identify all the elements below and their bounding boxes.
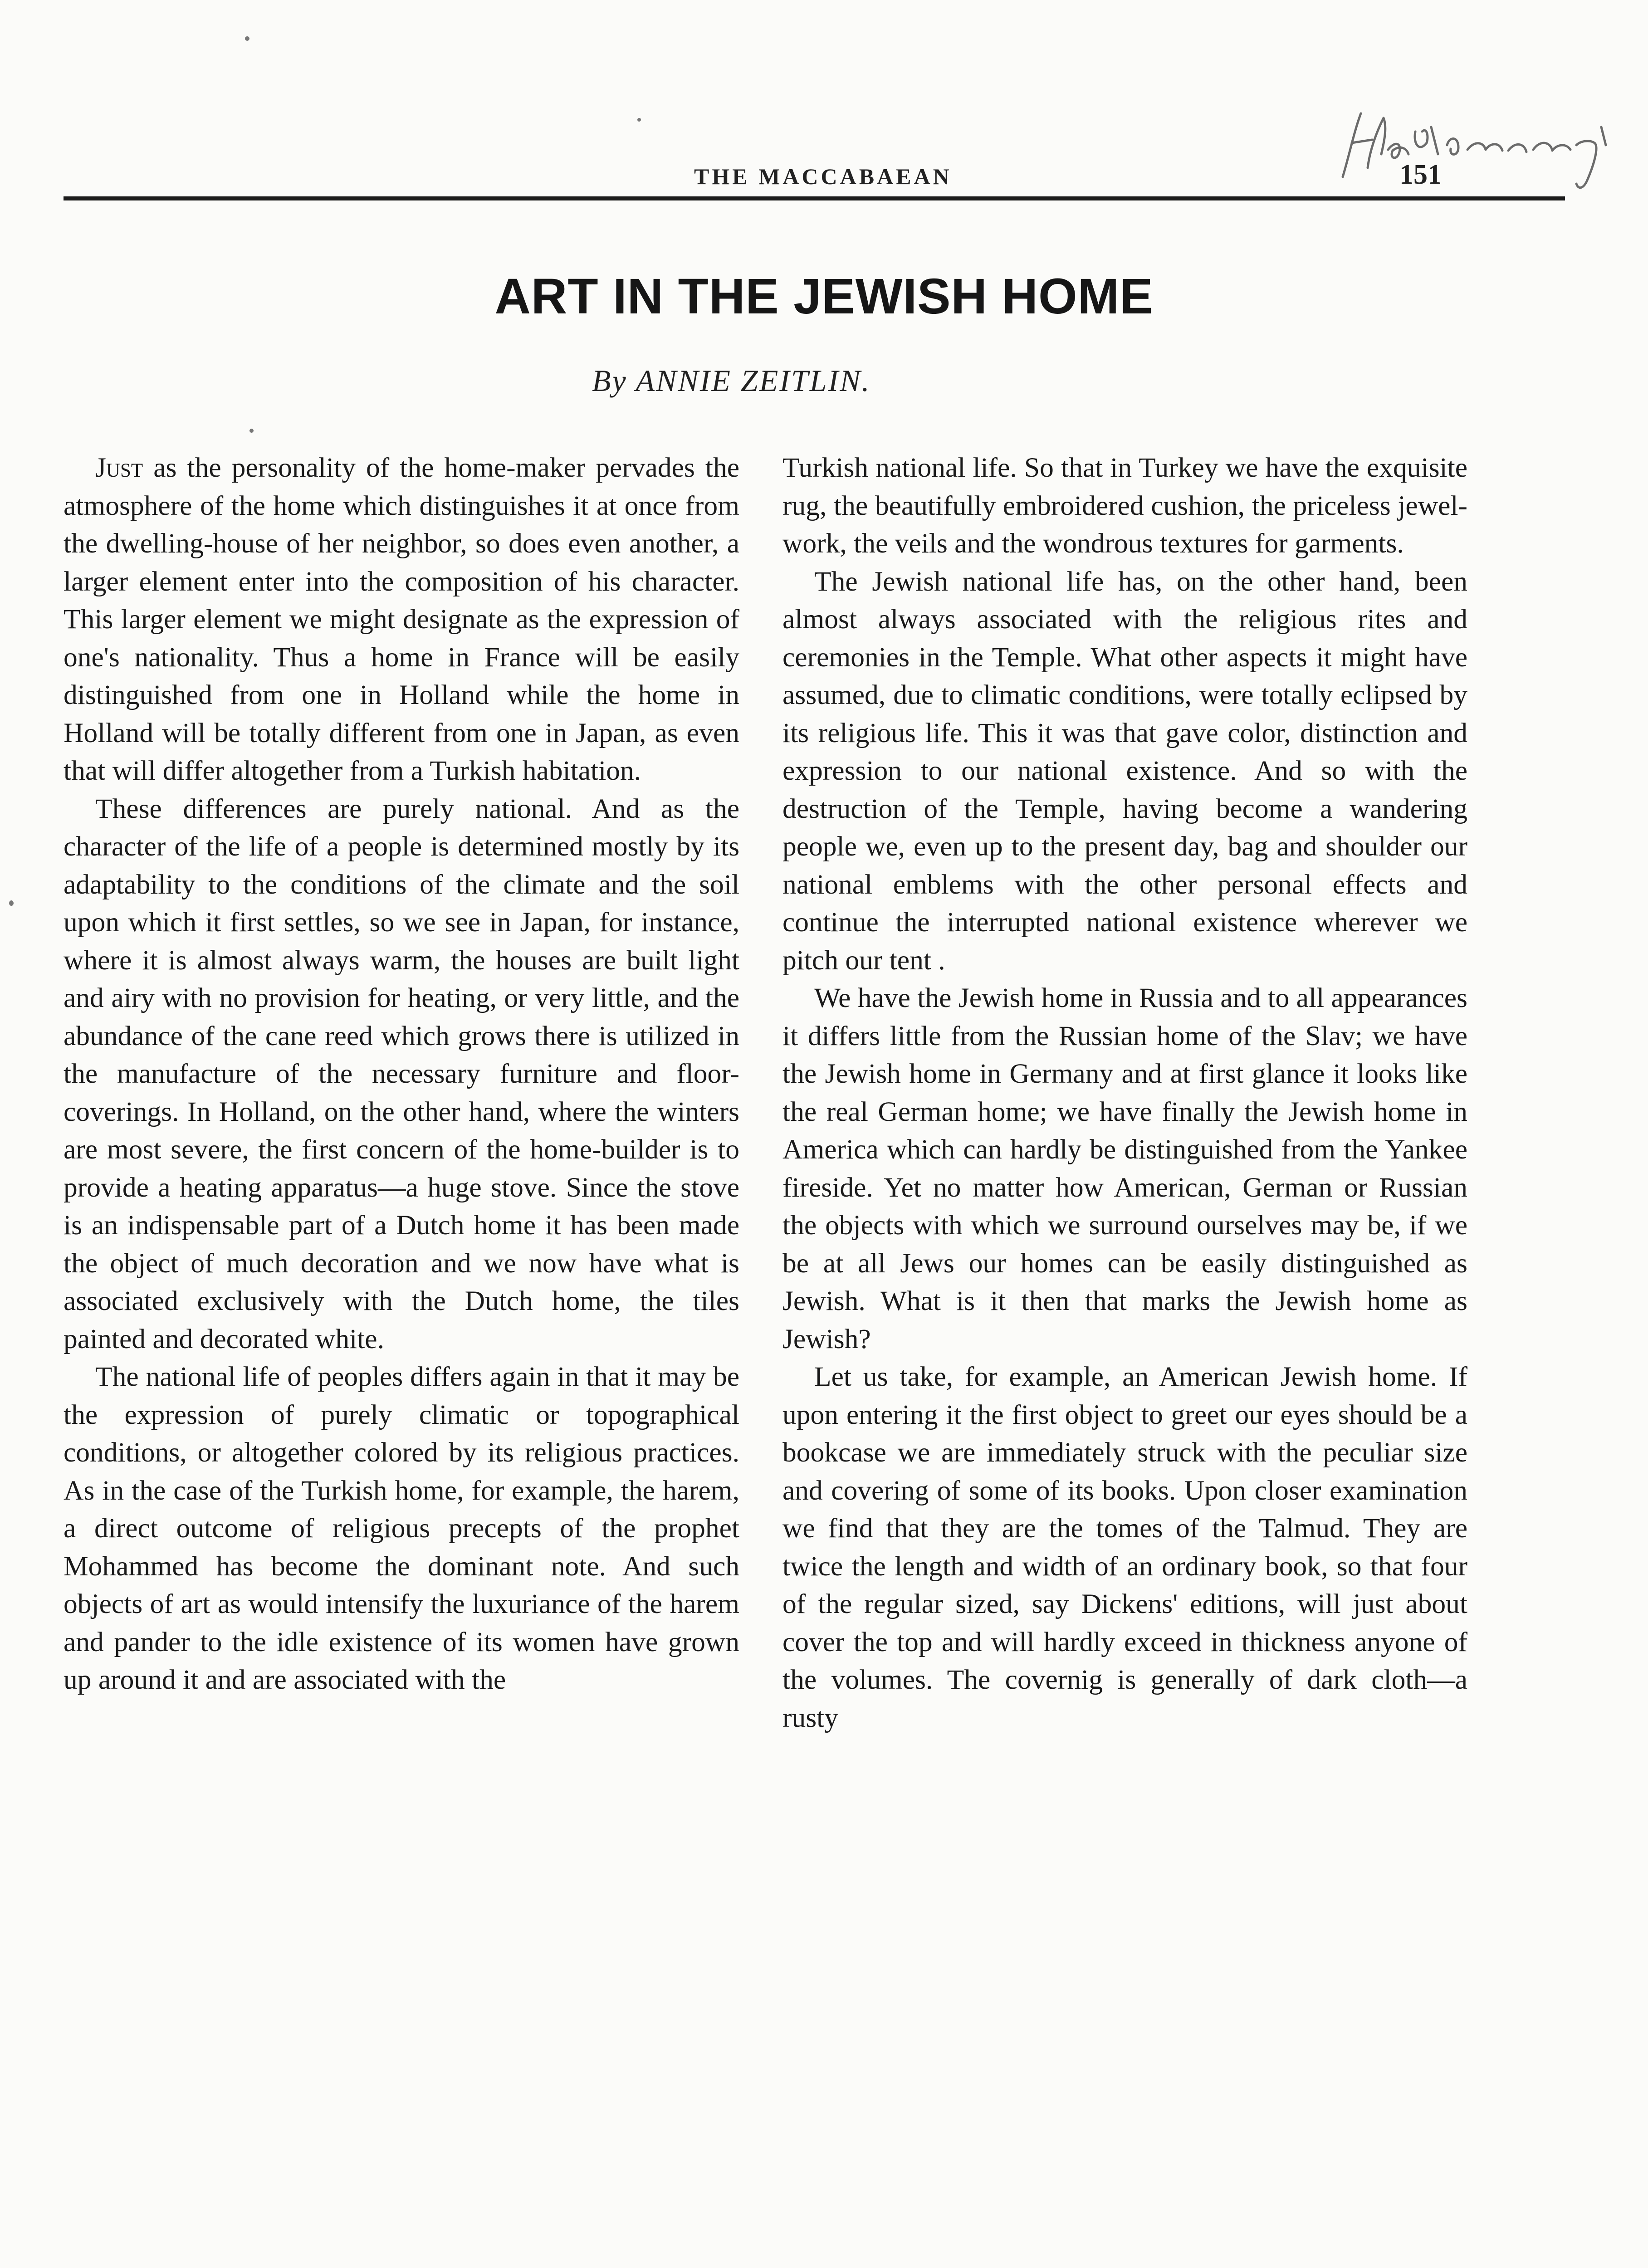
header-rule: [64, 196, 1565, 200]
pencil-signature-icon: [1334, 100, 1615, 195]
scan-speck: [9, 900, 14, 906]
right-paragraph-4: Let us take, for example, an American Jewish home. If upon entering it the first object to greet our eyes should be a bookcase we are immediately struck with the peculiar size and covering of some of its books. Upon closer examination we find that they are the tomes of the Talmud. They are twice the length and width of an ordinary book, so that four of the regular sized, say Dickens' editions, will just about cover the top and will hardly exceed in thickness anyone of the volumes. The covernig is generally of dark cloth—a rusty: [782, 1361, 1467, 1733]
right-paragraph-2: The Jewish national life has, on the other hand, been almost always associated with the religious rites and ceremonies in the Temple. What other aspects it might have assumed, due to climatic conditions, were totally eclipsed by its religious life. This it was that gave color, distinction and expression to our national existence. And so with the destruction of the Temple, having become a wandering people we, even up to the present day, bag and shoulder our national emblems with the other personal effects and continue the interrupted national existence wherever we pitch our tent .: [782, 566, 1467, 976]
right-column: [782, 449, 1467, 1737]
right-paragraph-3: We have the Jewish home in Russia and to all appearances it differs little from the Russian home of the Slav; we have the Jewish home in Germany and at first glance it looks like the real German home; we have finally the Jewish home in America which can hardly be distinguished from the Yankee fireside. Yet no matter how American, German or Russian the objects with which we surround ourselves may be, if we be at all Jews our homes can be easily distinguished as Jewish. What is it then that marks the Jewish home as Jewish?: [782, 982, 1467, 1354]
page-number: 151: [1399, 159, 1442, 190]
article-title: ART IN THE JEWISH HOME: [494, 269, 1154, 324]
left-paragraph-1: [64, 449, 739, 790]
left-paragraph-1-text: as the personality of the home-maker pervades the atmosphere of the home which distinguishes it at once from the dwelling-house of her neighbor, so does even another, a larger element enter into the composition of his character. This larger element we might designate as the expression of one's nationality. Thus a home in France will be easily distinguished from one in Holland while the home in Holland will be totally different from one in Japan, as even that will differ altogether from a Turkish habitation.: [64, 452, 739, 786]
article-byline: By ANNIE ZEITLIN.: [592, 363, 871, 398]
running-head: THE MACCABAEAN: [694, 164, 952, 189]
lead-word: Just: [95, 452, 143, 483]
left-column: [64, 449, 739, 1699]
scan-speck: [245, 36, 249, 41]
left-paragraph-2: These differences are purely national. And as the character of the life of a people is determined mostly by its adaptability to the conditions of the climate and the soil upon which it first settles, so we see in Japan, for instance, where it is almost always warm, the houses are built light and airy with no provision for heating, or very little, and the abundance of the cane reed which grows there is utilized in the manufacture of the necessary furniture and floor-coverings. In Holland, on the other hand, where the winters are most severe, the first concern of the home-builder is to provide a heating apparatus—a huge stove. Since the stove is an indispensable part of a Dutch home it has been made the object of much decoration and we now have what is associated exclusively with the Dutch home, the tiles painted and decorated white.: [64, 793, 739, 1354]
scan-speck: [249, 429, 254, 433]
left-paragraph-3: The national life of peoples differs again in that it may be the expression of purely climatic or topographical conditions, or altogether colored by its religious practices. As in the case of the Turkish home, for example, the harem, a direct outcome of religious precepts of the prophet Mohammed has become the dominant note. And such objects of art as would intensify the luxuriance of the harem and pander to the idle existence of its women have grown up around it and are associated with the: [64, 1361, 739, 1695]
scan-speck: [637, 118, 641, 122]
right-paragraph-1: Turkish national life. So that in Turkey we have the exquisite rug, the beautifully embroidered cushion, the priceless jewel-work, the veils and the wondrous textures for garments.: [782, 452, 1467, 559]
